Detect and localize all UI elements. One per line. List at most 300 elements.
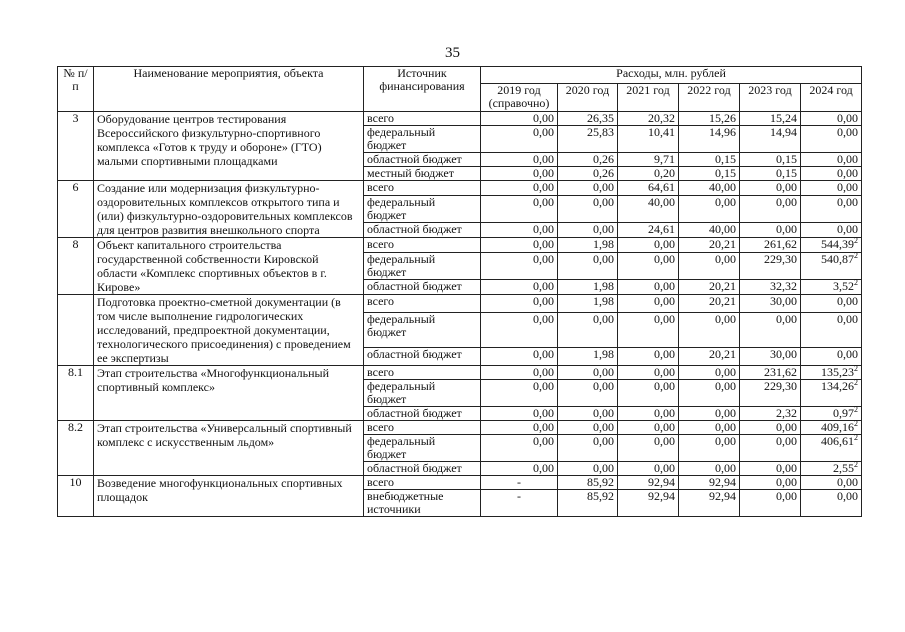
value-text: 0,00 <box>715 461 736 475</box>
expense-value <box>481 153 558 167</box>
funding-source: областной бюджет <box>364 407 481 421</box>
footnote-marker: 2 <box>854 236 859 245</box>
expense-value <box>740 112 801 126</box>
value-text: 0,00 <box>533 111 554 125</box>
funding-source: всего <box>364 295 481 313</box>
value-text: 92,94 <box>648 489 675 503</box>
table-row <box>58 366 862 380</box>
expense-value <box>801 153 862 167</box>
value-text: 0,00 <box>654 294 675 308</box>
expense-value <box>481 252 558 280</box>
footnote-marker: 2 <box>854 419 859 428</box>
value-text: 0,00 <box>776 475 797 489</box>
item-name: Этап строительства «Многофункциональный спортивный комплекс» <box>94 366 364 421</box>
funding-source: всего <box>364 181 481 196</box>
value-text: 0,15 <box>715 152 736 166</box>
funding-source: всего <box>364 238 481 253</box>
expense-value <box>618 153 679 167</box>
expense-value <box>801 476 862 490</box>
expense-value <box>558 153 618 167</box>
expense-value <box>618 347 679 365</box>
header-year: 2020 год <box>558 84 618 112</box>
expense-value <box>679 238 740 253</box>
item-number: 8.2 <box>58 421 94 476</box>
table-row <box>58 181 862 196</box>
header-year: 2019 год (справочно) <box>481 84 558 112</box>
expense-value <box>740 347 801 365</box>
funding-source: федеральный бюджет <box>364 435 481 462</box>
expense-value <box>679 295 740 313</box>
expense-value <box>481 462 558 476</box>
value-text: 0,00 <box>654 406 675 420</box>
expense-value <box>679 490 740 517</box>
funding-source: областной бюджет <box>364 153 481 167</box>
value-text: 24,61 <box>648 222 675 237</box>
funding-source: федеральный бюджет <box>364 313 481 348</box>
expense-value <box>618 462 679 476</box>
value-text: 0,00 <box>654 379 675 393</box>
value-text: 92,94 <box>709 475 736 489</box>
value-text: 40,00 <box>648 194 675 209</box>
expense-value <box>801 195 862 223</box>
expense-value <box>618 313 679 348</box>
expense-value <box>618 490 679 517</box>
expense-value <box>679 153 740 167</box>
expense-value <box>740 223 801 238</box>
value-text: 64,61 <box>648 180 675 194</box>
expense-value <box>558 252 618 280</box>
value-text: 0,00 <box>533 420 554 434</box>
expense-value <box>558 435 618 462</box>
item-name: Объект капитального строительства государственной собственности Кировской области «Комплекс спортивных объектов в г. Кирове» <box>94 238 364 295</box>
value-text: 229,30 <box>764 251 797 266</box>
expense-value <box>558 380 618 407</box>
value-text: 0,00 <box>593 312 614 327</box>
value-text: 0,00 <box>533 222 554 237</box>
value-text: 0,00 <box>533 379 554 393</box>
expense-value <box>679 280 740 295</box>
value-text: 0,00 <box>654 312 675 327</box>
value-text: 0,00 <box>533 251 554 266</box>
table-row <box>58 421 862 435</box>
value-text: 261,62 <box>764 237 797 251</box>
footnote-marker: 2 <box>854 433 859 442</box>
expense-value <box>558 421 618 435</box>
value-text: 0,00 <box>776 420 797 434</box>
funding-source: местный бюджет <box>364 167 481 181</box>
value-text: 134,26 <box>821 379 855 393</box>
table-row <box>58 476 862 490</box>
expense-value <box>558 366 618 380</box>
expense-value <box>801 435 862 462</box>
expense-value <box>481 407 558 421</box>
value-text: 0,00 <box>837 166 859 180</box>
value-text: 0,00 <box>837 152 859 166</box>
value-text: 0,00 <box>533 194 554 209</box>
value-text: 1,98 <box>593 346 614 361</box>
value-text: 0,00 <box>715 379 736 393</box>
header-expenses: Расходы, млн. рублей <box>481 67 862 84</box>
item-number: 6 <box>58 181 94 238</box>
expense-value <box>801 223 862 238</box>
header-year: 2024 год <box>801 84 862 112</box>
value-text: - <box>517 489 521 503</box>
expense-value <box>481 490 558 517</box>
expense-value <box>740 366 801 380</box>
value-text: 0,00 <box>533 166 554 180</box>
item-name: Этап строительства «Универсальный спортивный комплекс с искусственным льдом» <box>94 421 364 476</box>
funding-source: внебюджетные источники <box>364 490 481 517</box>
value-text: 0,00 <box>593 194 614 209</box>
value-text: - <box>517 475 521 489</box>
expense-value <box>679 347 740 365</box>
value-text: 92,94 <box>648 475 675 489</box>
value-text: 0,00 <box>593 222 614 237</box>
expense-value <box>740 181 801 196</box>
expense-value <box>679 167 740 181</box>
value-text: 0,00 <box>837 194 859 209</box>
value-text: 0,00 <box>533 125 554 139</box>
value-text: 0,00 <box>715 194 736 209</box>
value-text: 0,00 <box>533 365 554 379</box>
expense-value <box>740 280 801 295</box>
table-row <box>58 295 862 313</box>
value-text: 0,00 <box>654 461 675 475</box>
expense-value <box>740 167 801 181</box>
footnote-marker: 2 <box>854 460 859 469</box>
value-text: 40,00 <box>709 222 736 237</box>
value-text: 40,00 <box>709 180 736 194</box>
value-text: 1,98 <box>593 294 614 308</box>
expense-value <box>740 295 801 313</box>
value-text: 0,00 <box>654 279 675 294</box>
value-text: 0,00 <box>533 237 554 251</box>
value-text: 0,00 <box>715 406 736 420</box>
budget-table <box>57 66 862 517</box>
page-number: 35 <box>445 45 460 61</box>
expense-value <box>558 462 618 476</box>
value-text: 0,00 <box>837 294 859 308</box>
expense-value <box>558 223 618 238</box>
expense-value <box>679 462 740 476</box>
item-number <box>58 295 94 366</box>
expense-value <box>558 490 618 517</box>
expense-value <box>618 295 679 313</box>
expense-value <box>618 407 679 421</box>
value-text: 0,00 <box>533 461 554 475</box>
expense-value <box>618 435 679 462</box>
value-text: 10,41 <box>648 125 675 139</box>
expense-value <box>481 380 558 407</box>
expense-value <box>679 252 740 280</box>
value-text: 26,35 <box>587 111 614 125</box>
expense-value <box>801 280 862 295</box>
expense-value <box>801 167 862 181</box>
expense-value <box>679 195 740 223</box>
expense-value <box>558 238 618 253</box>
expense-value <box>558 476 618 490</box>
value-text: 0,00 <box>593 379 614 393</box>
value-text: 0,00 <box>776 222 797 237</box>
value-text: 92,94 <box>709 489 736 503</box>
expense-value <box>740 238 801 253</box>
expense-value <box>618 421 679 435</box>
expense-value <box>481 195 558 223</box>
expense-value <box>618 181 679 196</box>
value-text: 0,00 <box>654 237 675 251</box>
value-text: 0,00 <box>776 489 797 503</box>
expense-value <box>679 421 740 435</box>
value-text: 0,00 <box>654 365 675 379</box>
value-text: 0,00 <box>593 406 614 420</box>
value-text: 14,96 <box>709 125 736 139</box>
expense-value <box>558 195 618 223</box>
value-text: 15,26 <box>709 111 736 125</box>
item-name: Оборудование центров тестирования Всероссийского физкультурно-спортивного комплекса «Готов к труду и обороне» (ГТО) малыми спортивными площадками <box>94 112 364 181</box>
expense-value <box>481 366 558 380</box>
expense-value <box>679 366 740 380</box>
funding-source: областной бюджет <box>364 280 481 295</box>
value-text: 20,21 <box>709 279 736 294</box>
value-text: 0,00 <box>533 434 554 448</box>
value-text: 0,15 <box>776 166 797 180</box>
value-text: 85,92 <box>587 489 614 503</box>
value-text: 0,00 <box>837 346 859 361</box>
expense-value <box>740 153 801 167</box>
expense-value <box>801 462 862 476</box>
value-text: 0,00 <box>533 152 554 166</box>
value-text: 0,00 <box>776 434 797 448</box>
funding-source: всего <box>364 366 481 380</box>
value-text: 0,00 <box>776 312 797 327</box>
value-text: 0,00 <box>837 111 859 125</box>
value-text: 0,00 <box>715 312 736 327</box>
value-text: 0,00 <box>776 194 797 209</box>
expense-value <box>679 313 740 348</box>
value-text: 0,00 <box>533 180 554 194</box>
value-text: 0,97 <box>833 406 855 420</box>
value-text: 32,32 <box>770 279 797 294</box>
footnote-marker: 2 <box>854 278 859 288</box>
expense-value <box>679 380 740 407</box>
funding-source: федеральный бюджет <box>364 195 481 223</box>
value-text: 0,00 <box>837 222 859 237</box>
value-text: 30,00 <box>770 346 797 361</box>
value-text: 14,94 <box>770 125 797 139</box>
value-text: 1,98 <box>593 279 614 294</box>
value-text: 0,00 <box>593 365 614 379</box>
expense-value <box>801 252 862 280</box>
value-text: 0,20 <box>654 166 675 180</box>
value-text: 0,00 <box>533 312 554 327</box>
value-text: 0,00 <box>654 251 675 266</box>
expense-value <box>558 295 618 313</box>
value-text: 0,00 <box>776 180 797 194</box>
value-text: 20,32 <box>648 111 675 125</box>
expense-value <box>618 252 679 280</box>
value-text: 406,61 <box>821 434 855 448</box>
value-text: 0,00 <box>593 461 614 475</box>
expense-value <box>618 223 679 238</box>
value-text: 85,92 <box>587 475 614 489</box>
expense-value <box>618 238 679 253</box>
expense-value <box>618 195 679 223</box>
funding-source: областной бюджет <box>364 347 481 365</box>
expense-value <box>679 126 740 153</box>
header-year: 2023 год <box>740 84 801 112</box>
expense-value <box>481 280 558 295</box>
expense-value <box>801 313 862 348</box>
value-text: 0,00 <box>654 346 675 361</box>
header-year: 2022 год <box>679 84 740 112</box>
funding-source: федеральный бюджет <box>364 252 481 280</box>
expense-value <box>618 476 679 490</box>
expense-value <box>740 407 801 421</box>
value-text: 0,00 <box>654 420 675 434</box>
expense-value <box>740 313 801 348</box>
expense-value <box>679 435 740 462</box>
expense-value <box>740 435 801 462</box>
value-text: 0,15 <box>776 152 797 166</box>
expense-value <box>801 380 862 407</box>
expense-value <box>679 223 740 238</box>
value-text: 20,21 <box>709 346 736 361</box>
item-number: 8 <box>58 238 94 295</box>
value-text: 2,55 <box>833 461 855 475</box>
value-text: 229,30 <box>764 379 797 393</box>
expense-value <box>618 380 679 407</box>
value-text: 0,00 <box>533 279 554 294</box>
value-text: 0,00 <box>715 434 736 448</box>
expense-value <box>558 181 618 196</box>
expense-value <box>740 490 801 517</box>
expense-value <box>618 126 679 153</box>
value-text: 0,00 <box>715 251 736 266</box>
value-text: 0,15 <box>715 166 736 180</box>
expense-value <box>801 490 862 517</box>
value-text: 15,24 <box>770 111 797 125</box>
value-text: 0,00 <box>654 434 675 448</box>
expense-value <box>801 181 862 196</box>
expense-value <box>481 223 558 238</box>
expense-value <box>618 280 679 295</box>
value-text: 544,39 <box>821 237 855 251</box>
expense-value <box>558 347 618 365</box>
value-text: 0,00 <box>837 489 859 503</box>
expense-value <box>481 435 558 462</box>
funding-source: всего <box>364 112 481 126</box>
funding-source: всего <box>364 476 481 490</box>
expense-value <box>558 112 618 126</box>
expense-value <box>481 347 558 365</box>
footnote-marker: 2 <box>854 405 859 414</box>
funding-source: областной бюджет <box>364 462 481 476</box>
item-number: 3 <box>58 112 94 181</box>
value-text: 0,00 <box>593 420 614 434</box>
value-text: 0,26 <box>593 166 614 180</box>
expense-value <box>740 252 801 280</box>
expense-value <box>801 366 862 380</box>
expense-value <box>481 126 558 153</box>
value-text: 1,98 <box>593 237 614 251</box>
expense-value <box>801 126 862 153</box>
value-text: 0,00 <box>593 180 614 194</box>
expense-value <box>481 476 558 490</box>
funding-source: федеральный бюджет <box>364 126 481 153</box>
funding-source: всего <box>364 421 481 435</box>
item-number: 10 <box>58 476 94 517</box>
expense-value <box>481 295 558 313</box>
expense-value <box>740 421 801 435</box>
header-year: 2021 год <box>618 84 679 112</box>
expense-value <box>679 407 740 421</box>
expense-value <box>481 181 558 196</box>
expense-value <box>740 476 801 490</box>
value-text: 9,71 <box>654 152 675 166</box>
value-text: 25,83 <box>587 125 614 139</box>
expense-value <box>679 112 740 126</box>
expense-value <box>740 195 801 223</box>
value-text: 0,26 <box>593 152 614 166</box>
expense-value <box>740 462 801 476</box>
item-name: Подготовка проектно-сметной документации (в том числе выполнение гидрологических исследований, предпроектной документации, технологического присоединения) с проведением ее экспертизы <box>94 295 364 366</box>
value-text: 3,52 <box>833 279 855 294</box>
value-text: 30,00 <box>770 294 797 308</box>
expense-value <box>801 407 862 421</box>
expense-value <box>740 126 801 153</box>
expense-value <box>481 167 558 181</box>
expense-value <box>801 295 862 313</box>
value-text: 540,87 <box>821 251 855 266</box>
item-name: Возведение многофункциональных спортивных площадок <box>94 476 364 517</box>
expense-value <box>618 366 679 380</box>
expense-value <box>618 112 679 126</box>
funding-source: федеральный бюджет <box>364 380 481 407</box>
value-text: 0,00 <box>593 434 614 448</box>
expense-value <box>679 181 740 196</box>
funding-source: областной бюджет <box>364 223 481 238</box>
table-row <box>58 112 862 126</box>
expense-value <box>801 112 862 126</box>
value-text: 0,00 <box>776 461 797 475</box>
value-text: 0,00 <box>837 312 859 327</box>
footnote-marker: 2 <box>854 378 859 387</box>
expense-value <box>558 126 618 153</box>
expense-value <box>481 238 558 253</box>
header-num: № п/п <box>58 67 94 112</box>
item-number: 8.1 <box>58 366 94 421</box>
value-text: 0,00 <box>837 475 859 489</box>
expense-value <box>801 347 862 365</box>
value-text: 0,00 <box>533 346 554 361</box>
expense-value <box>558 280 618 295</box>
expense-value <box>558 407 618 421</box>
expense-value <box>481 421 558 435</box>
expense-value <box>481 313 558 348</box>
value-text: 135,23 <box>821 365 855 379</box>
expense-value <box>679 476 740 490</box>
value-text: 409,16 <box>821 420 855 434</box>
value-text: 0,00 <box>593 251 614 266</box>
value-text: 0,00 <box>533 294 554 308</box>
header-source: Источник финансирования <box>364 67 481 112</box>
value-text: 2,32 <box>776 406 797 420</box>
value-text: 0,00 <box>715 365 736 379</box>
expense-value <box>558 167 618 181</box>
expense-value <box>801 421 862 435</box>
expense-value <box>618 167 679 181</box>
value-text: 20,21 <box>709 294 736 308</box>
